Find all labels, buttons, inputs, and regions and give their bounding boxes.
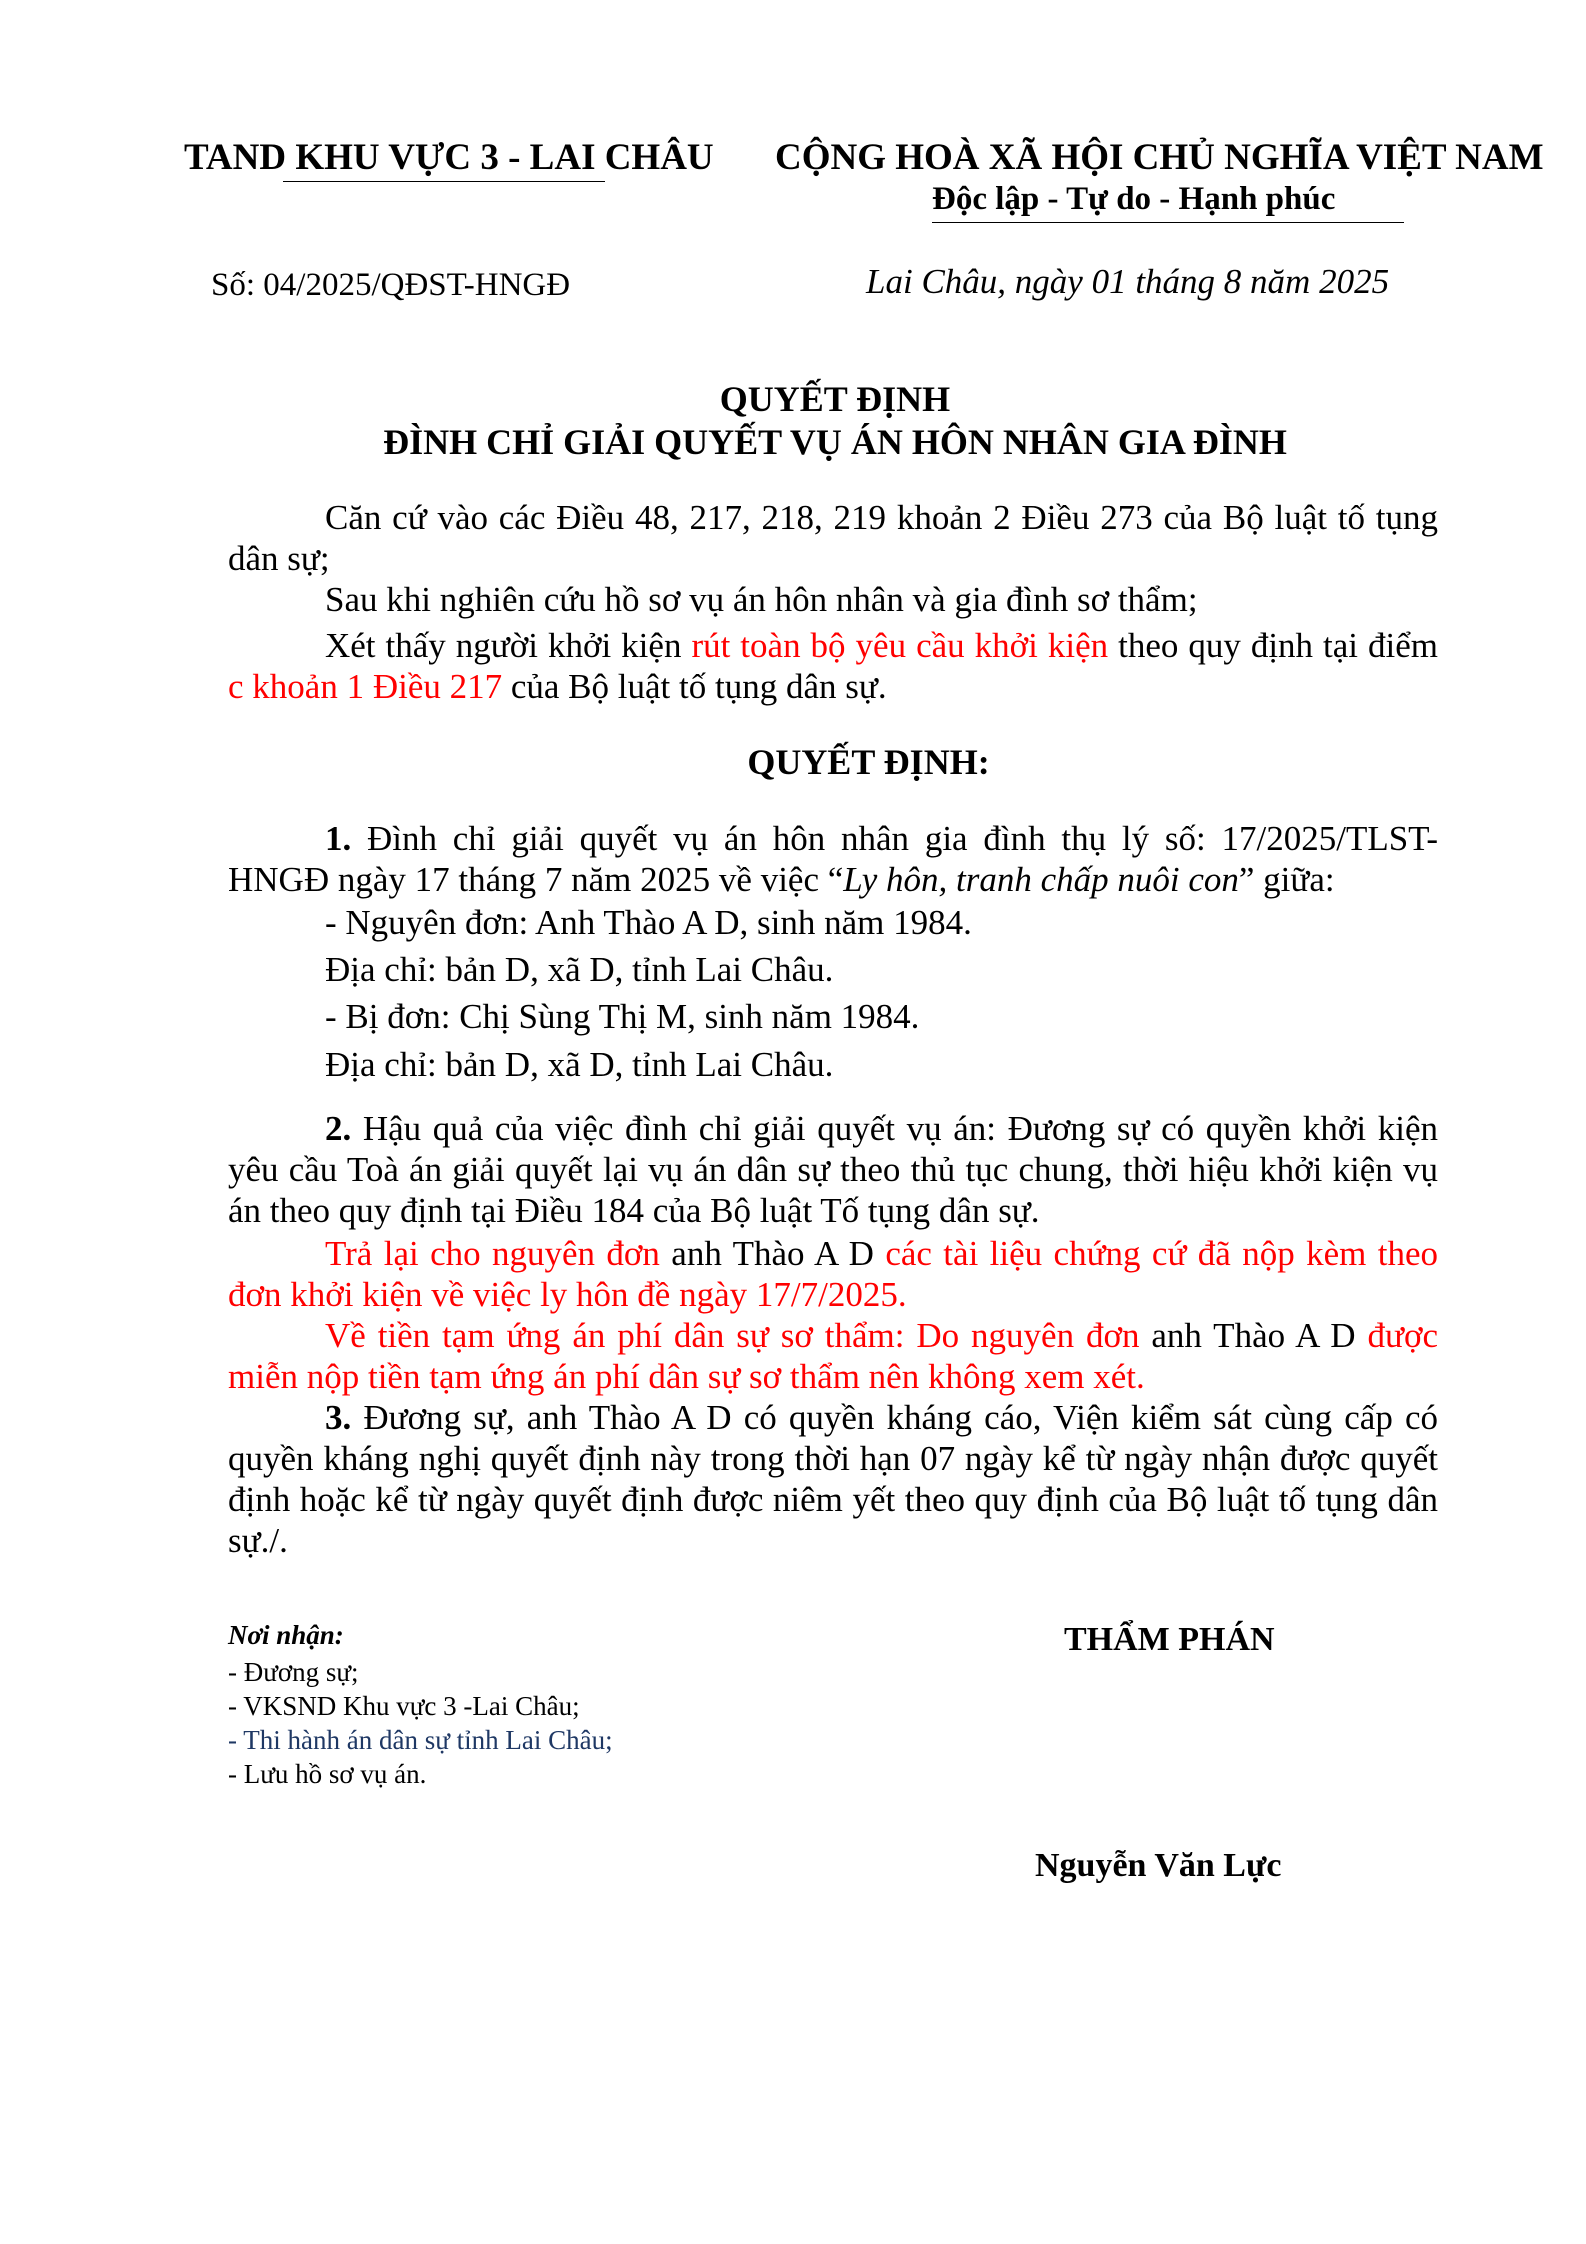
item-1	[228, 818, 1438, 900]
fee-plaintiff: anh Thào A D	[1139, 1316, 1368, 1355]
item-1-text-end: ” giữa:	[1238, 860, 1335, 899]
motto-underline	[932, 222, 1404, 223]
recipient-item: - Lưu hồ sơ vụ án.	[228, 1759, 427, 1789]
fee-text: Về tiền tạm ứng án phí dân sự sơ thẩm: Do nguyên đơn	[325, 1316, 1140, 1355]
plaintiff: - Nguyên đơn: Anh Thào A D, sinh năm 1984.	[325, 903, 972, 942]
consideration-text-3: của Bộ luật tố tụng dân sự.	[502, 667, 887, 706]
recipients-list	[228, 1655, 613, 1791]
preamble-legal-basis: Căn cứ vào các Điều 48, 217, 218, 219 khoản 2 Điều 273 của Bộ luật tố tụng dân sự;	[228, 498, 1438, 578]
title-line-1: QUYẾT ĐỊNH	[719, 379, 951, 419]
court-name: TAND KHU VỰC 3 - LAI CHÂU	[184, 137, 714, 178]
consideration-text: Xét thấy người khởi kiện	[325, 626, 692, 665]
return-text: Trả lại cho nguyên đơn	[325, 1234, 660, 1273]
case-subject: Ly hôn, tranh chấp nuôi con	[843, 860, 1239, 899]
recipient-item: - Đương sự;	[228, 1657, 359, 1687]
item-3	[228, 1397, 1438, 1561]
item-3-number: 3.	[325, 1398, 352, 1437]
recipients-heading: Nơi nhận:	[228, 1620, 344, 1650]
consideration-text-2: theo quy định tại điểm	[1108, 626, 1438, 665]
republic-name: CỘNG HOÀ XÃ HỘI CHỦ NGHĨA VIỆT NAM	[775, 137, 1544, 178]
motto: Độc lập - Tự do - Hạnh phúc	[932, 181, 1336, 217]
court-fee	[228, 1315, 1438, 1397]
defendant: - Bị đơn: Chị Sùng Thị M, sinh năm 1984.	[325, 997, 920, 1036]
item-3-text: Đương sự, anh Thào A D có quyền kháng cáo, Viện kiểm sát cùng cấp có quyền kháng nghị quyết định này trong thời hạn 07 ngày kể từ ngày nhận được quyết định hoặc kể từ ngày quyết định được niêm yết theo quy định của Bộ luật tố tụng dân sự./.	[228, 1398, 1438, 1560]
item-1-text: Đình chỉ giải quyết vụ án hôn nhân gia đình thụ lý số: 17/2025/TLST-HNGĐ ngày 17 tháng 7 năm 2025 về việc “	[228, 819, 1438, 899]
plaintiff-address: Địa chỉ: bản D, xã D, tỉnh Lai Châu.	[325, 950, 834, 989]
title-line-2: ĐÌNH CHỈ GIẢI QUYẾT VỤ ÁN HÔN NHÂN GIA ĐÌNH	[383, 422, 1287, 462]
recipient-item: - VKSND Khu vực 3 -Lai Châu;	[228, 1691, 580, 1721]
place-date: Lai Châu, ngày 01 tháng 8 năm 2025	[866, 262, 1390, 301]
item-2-number: 2.	[325, 1109, 352, 1148]
preamble-research: Sau khi nghiên cứu hồ sơ vụ án hôn nhân và gia đình sơ thẩm;	[325, 580, 1198, 619]
item-2-text: Hậu quả của việc đình chỉ giải quyết vụ án: Đương sự có quyền khởi kiện yêu cầu Toà án giải quyết lại vụ án dân sự theo thủ tục chung, thời hiệu khởi kiện vụ án theo quy định tại Điều 184 của Bộ luật Tố tụng dân sự.	[228, 1109, 1438, 1230]
item-1-number: 1.	[325, 819, 352, 858]
document-return	[228, 1233, 1438, 1315]
fee-exemption: được miễn nộp tiền tạm ứng án phí dân sự sơ thẩm nên không xem xét.	[228, 1316, 1438, 1396]
document-number: Số: 04/2025/QĐST-HNGĐ	[211, 267, 571, 303]
signature-name: Nguyễn Văn Lực	[1035, 1847, 1282, 1884]
return-plaintiff: anh Thào A D	[659, 1234, 886, 1273]
signature-title: THẨM PHÁN	[1064, 1621, 1275, 1658]
preamble-consideration	[228, 625, 1438, 707]
recipient-item: - Thi hành án dân sự tỉnh Lai Châu;	[228, 1725, 613, 1755]
return-documents: các tài liệu chứng cứ đã nộp kèm theo đơn khởi kiện về việc ly hôn đề ngày 17/7/2025.	[228, 1234, 1438, 1314]
defendant-address: Địa chỉ: bản D, xã D, tỉnh Lai Châu.	[325, 1045, 834, 1084]
decision-heading: QUYẾT ĐỊNH:	[747, 742, 990, 782]
article-reference: c khoản 1 Điều 217	[228, 667, 503, 706]
item-2	[228, 1108, 1438, 1231]
court-underline	[283, 181, 605, 182]
withdrawal-text: rút toàn bộ yêu cầu khởi kiện	[691, 626, 1109, 665]
